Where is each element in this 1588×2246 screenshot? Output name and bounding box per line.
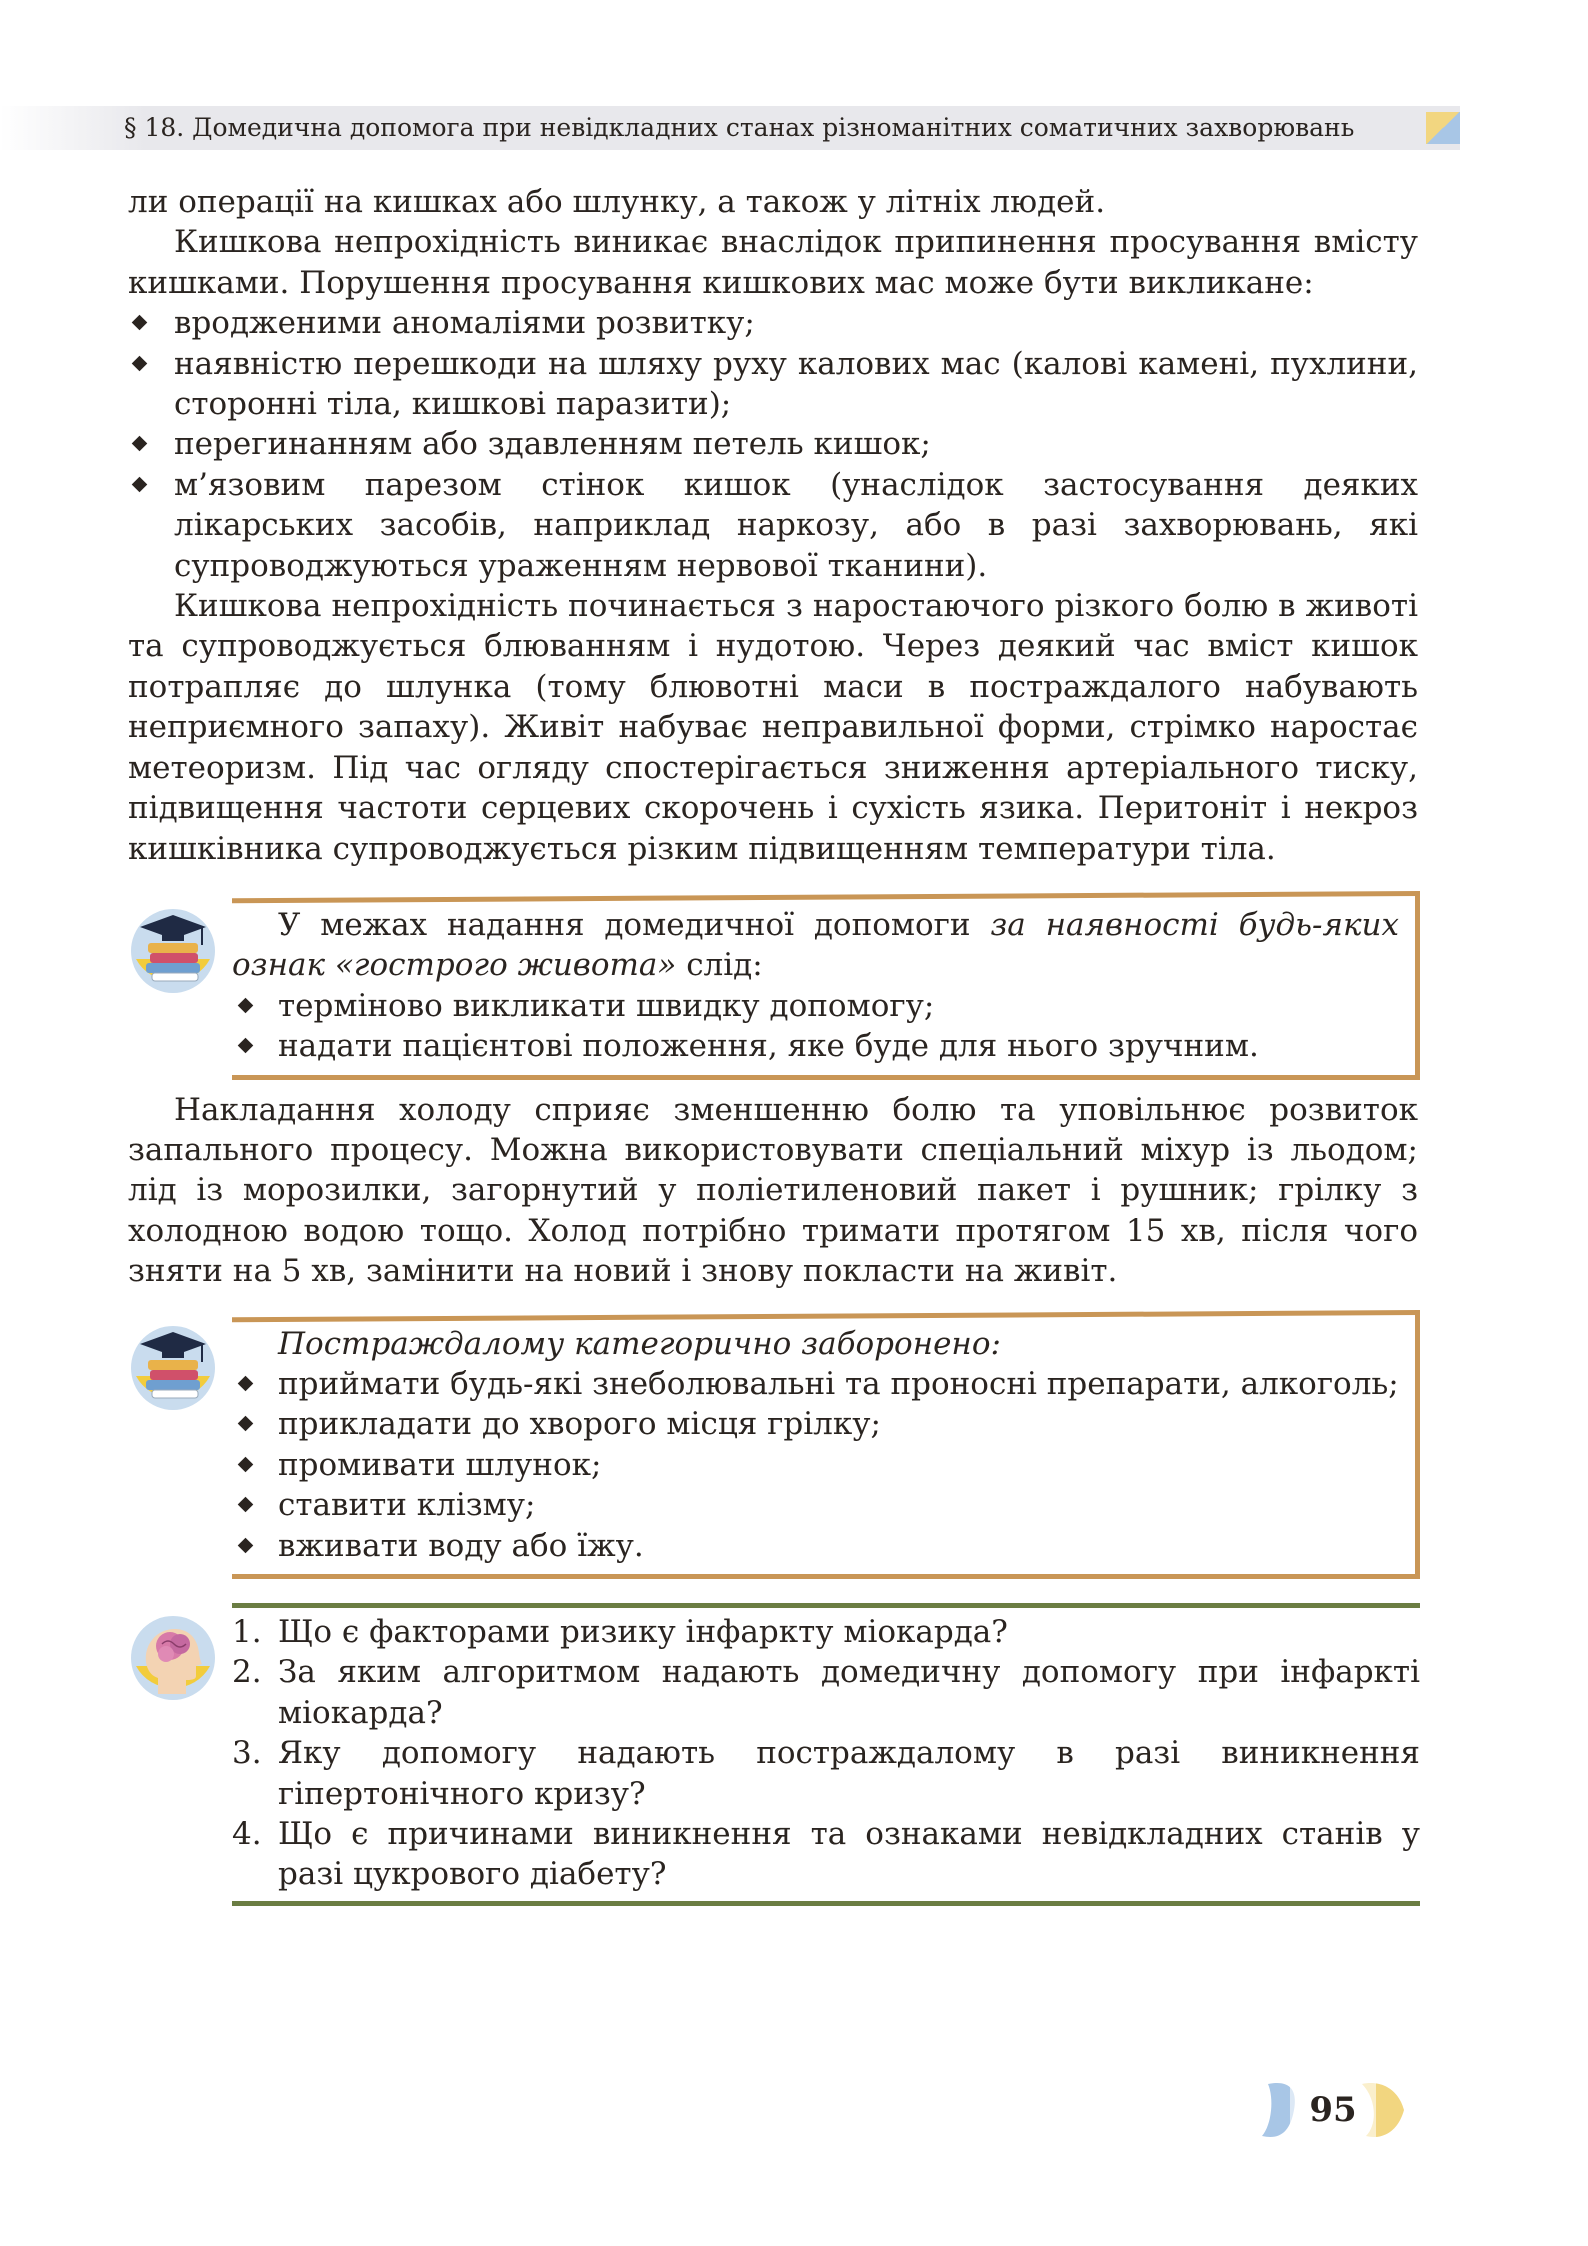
prohibited-box bbox=[232, 1310, 1420, 1579]
list-item: вживати воду або їжу. bbox=[232, 1526, 1399, 1566]
page-number: 95 bbox=[1309, 2090, 1357, 2130]
box1-intro-italic: за наявності будь-яких ознак «гострого живота» bbox=[232, 906, 1399, 984]
question-number: 3. bbox=[232, 1735, 262, 1772]
causes-list bbox=[128, 303, 1418, 586]
question-number: 2. bbox=[232, 1654, 262, 1691]
list-item bbox=[232, 1733, 1420, 1814]
box1-intro-end: слід: bbox=[676, 947, 763, 984]
list-item: ставити клізму; bbox=[232, 1485, 1399, 1525]
running-header bbox=[0, 106, 1460, 150]
head-brain-icon bbox=[128, 1608, 218, 1704]
box1-intro-start: У межах надання домедичної допомоги bbox=[278, 906, 991, 943]
list-item bbox=[232, 1652, 1420, 1733]
question-text: Яку допомогу надають постраждалому в разі виникнення гіпертонічного кризу? bbox=[278, 1735, 1420, 1812]
prohibited-title: Постраждалому категорично заборонено: bbox=[278, 1325, 1001, 1362]
list-item: м’язовим парезом стінок кишок (унаслідок застосування деяких лікарських засобів, наприклад наркозу, або в разі захворювань, які супроводжуються ураженням нервової тканини). bbox=[128, 465, 1418, 586]
list-item: терміново викликати швидку допомогу; bbox=[232, 986, 1399, 1026]
continuation-line: ли операції на кишках або шлунку, а також у літніх людей. bbox=[128, 184, 1106, 220]
question-text: За яким алгоритмом надають домедичну допомогу при інфаркті міокарда? bbox=[278, 1654, 1420, 1731]
list-item: приймати будь-які знеболювальні та проносні препарати, алкоголь; bbox=[232, 1364, 1399, 1404]
cold-paragraph: Накладання холоду сприяє зменшенню болю та уповільнює розвиток запального процесу. Можна використовувати спеціальний міхур із льодом; лід із морозилки, загорнутий у поліетиленовий пакет і рушник; грілку з холодною водою тощо. Холод потрібно тримати протягом 15 хв, після чого зняти на 5 хв, замінити на новий і знову покласти на живіт. bbox=[128, 1091, 1418, 1290]
question-text: Що є факторами ризику інфаркту міокарда? bbox=[278, 1614, 1008, 1650]
box1-intro bbox=[232, 905, 1399, 986]
symptoms-paragraph: Кишкова непрохідність починається з наростаючого різкого болю в животі та супроводжується блюванням і нудотою. Через деякий час вміст кишок потрапляє до шлунка (тому блювотні маси в постраждалого набувають неприємного запаху). Живіт набуває неправильної форми, стрімко наростає метеоризм. Під час огляду спостерігається зниження артеріального тиску, підвищення частоти серцевих скорочень і сухість язика. Перитоніт і некроз кишківника супроводжується різким підвищенням температури тіла. bbox=[128, 588, 1418, 867]
review-questions bbox=[232, 1603, 1420, 1906]
page-number-badge bbox=[1258, 2078, 1408, 2142]
header-corner-decoration bbox=[1426, 112, 1460, 144]
first-aid-box bbox=[232, 891, 1420, 1080]
list-item: надати пацієнтові положення, яке буде для нього зручним. bbox=[232, 1026, 1399, 1066]
list-item: перегинанням або здавленням петель кишок; bbox=[128, 424, 1418, 464]
graduation-books-icon bbox=[128, 901, 218, 997]
prohibited-list bbox=[232, 1364, 1399, 1566]
obstruction-paragraph: Кишкова непрохідність виникає внаслідок припинення просування вмісту кишками. Порушення просування кишкових мас може бути викликане: bbox=[128, 224, 1418, 301]
list-item: наявністю перешкоди на шляху руху калових мас (калові камені, пухлини, сторонні тіла, кишкові паразити); bbox=[128, 344, 1418, 425]
first-aid-list bbox=[232, 986, 1399, 1067]
question-number: 1. bbox=[232, 1614, 262, 1650]
questions-list bbox=[232, 1612, 1420, 1895]
list-item: вродженими аномаліями розвитку; bbox=[128, 303, 1418, 343]
graduation-books-icon bbox=[128, 1318, 218, 1414]
list-item bbox=[232, 1612, 1420, 1652]
page-content bbox=[128, 182, 1418, 1906]
list-item bbox=[232, 1814, 1420, 1895]
question-text: Що є причинами виникнення та ознаками невідкладних станів у разі цукрового діабету? bbox=[278, 1816, 1420, 1893]
question-number: 4. bbox=[232, 1816, 262, 1853]
header-title: § 18. Домедична допомога при невідкладних станах різноманітних соматичних захворювань bbox=[124, 113, 1355, 142]
list-item: промивати шлунок; bbox=[232, 1445, 1399, 1485]
list-item: прикладати до хворого місця грілку; bbox=[232, 1404, 1399, 1444]
